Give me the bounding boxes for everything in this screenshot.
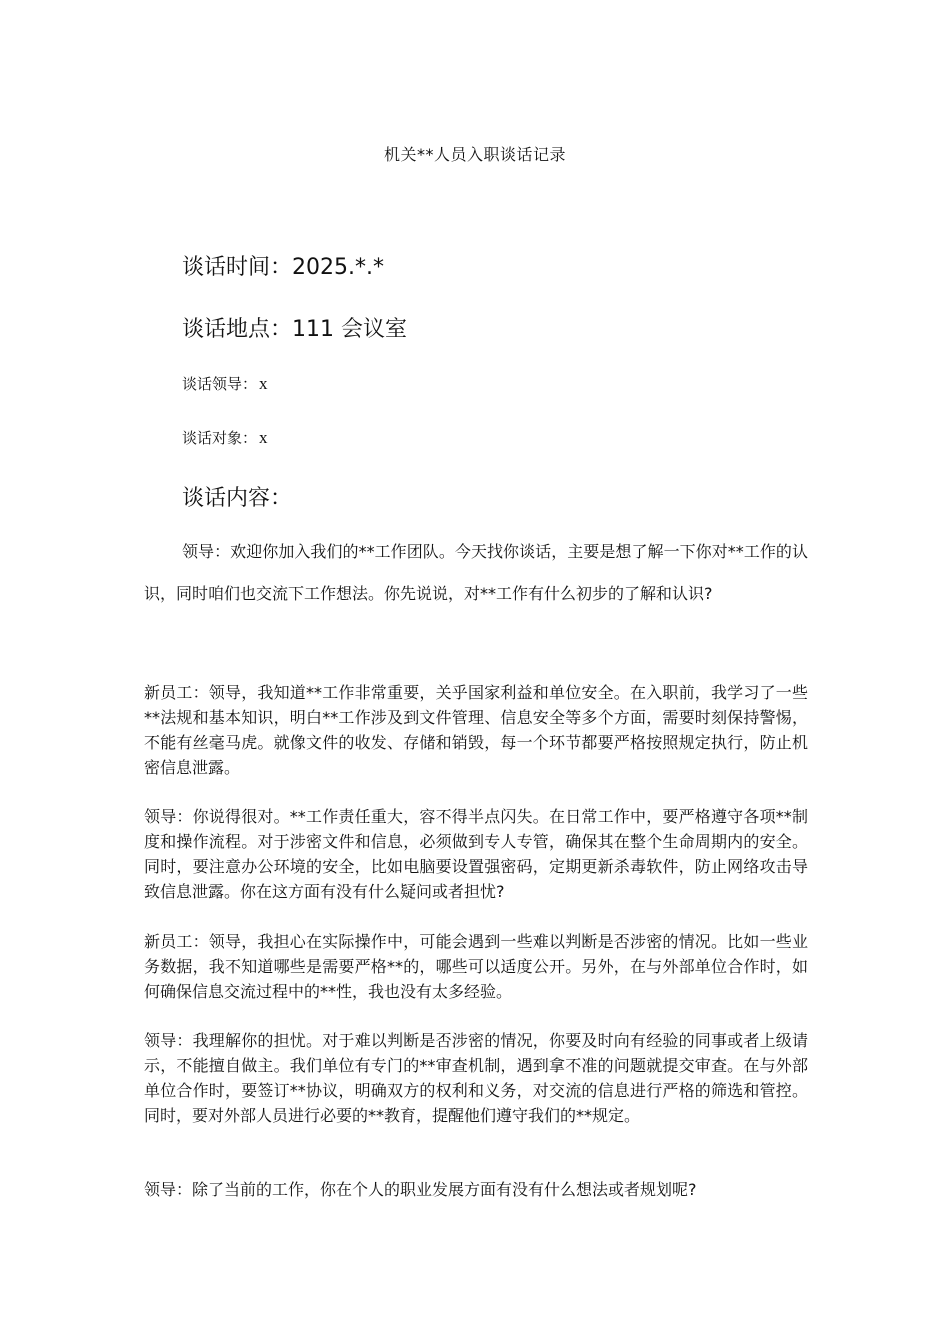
time-label: 谈话时间： <box>182 255 293 280</box>
document-title: 机关**人员入职谈话记录 <box>383 145 566 164</box>
paragraph-employee-2: 新员工：领导，我担心在实际操作中，可能会遇到一些难以判断是否涉密的情况。比如一些业务数据，我不知道哪些是需要严格**的，哪些可以适度公开。另外，在与外部单位合作时，如何确保信息交流过程中的**性，我也没有太多经验。 <box>144 932 808 1001</box>
paragraph-employee-1: 新员工：领导，我知道**工作非常重要，关乎国家利益和单位安全。在入职前，我学习了一些**法规和基本知识，明白**工作涉及到文件管理、信息安全等多个方面，需要时刻保持警惕，不能有丝毫马虎。就像文件的收发、存储和销毁，每一个环节都要严格按照规定执行，防止机密信息泄露。 <box>144 683 808 777</box>
subject-value: x <box>259 428 268 447</box>
meta-leader <box>182 373 268 394</box>
paragraph-leader-4: 领导：除了当前的工作，你在个人的职业发展方面有没有什么想法或者规划呢? <box>144 1180 697 1199</box>
subject-label: 谈话对象： <box>182 429 258 447</box>
leader-value: x <box>259 374 268 393</box>
paragraph-leader-2: 领导：你说得很对。**工作责任重大，容不得半点闪失。在日常工作中，要严格遵守各项**制度和操作流程。对于涉密文件和信息，必须做到专人专管，确保其在整个生命周期内的安全。同时，要注意办公环境的安全，比如电脑要设置强密码，定期更新杀毒软件，防止网络攻击导致信息泄露。你在这方面有没有什么疑问或者担忧? <box>144 807 808 901</box>
meta-place <box>182 312 407 343</box>
meta-subject <box>182 427 268 448</box>
meta-time <box>182 250 384 281</box>
paragraph-leader-1: 领导：欢迎你加入我们的**工作团队。今天找你谈话，主要是想了解一下你对**工作的认识，同时咱们也交流下工作想法。你先说说，对**工作有什么初步的了解和认识? <box>144 542 808 603</box>
place-label: 谈话地点： <box>182 317 293 342</box>
paragraph-leader-3: 领导：我理解你的担忧。对于难以判断是否涉密的情况，你要及时向有经验的同事或者上级请示，不能擅自做主。我们单位有专门的**审查机制，遇到拿不准的问题就提交审查。在与外部单位合作时，要签订**协议，明确双方的权利和义务，对交流的信息进行严格的筛选和管控。同时，要对外部人员进行必要的**教育，提醒他们遵守我们的**规定。 <box>144 1031 808 1125</box>
place-value: 111 会议室 <box>292 317 408 342</box>
meta-content-label: 谈话内容： <box>182 486 293 511</box>
leader-label: 谈话领导： <box>182 375 258 393</box>
time-value: 2025.*.* <box>292 255 384 280</box>
